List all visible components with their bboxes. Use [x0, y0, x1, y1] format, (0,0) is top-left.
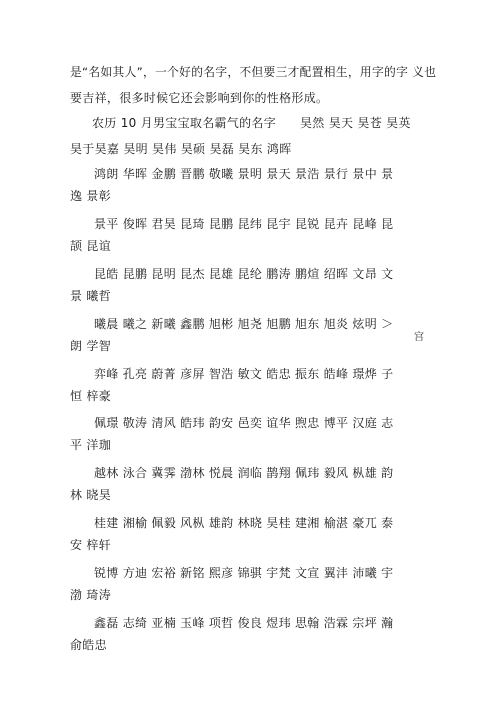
name-row-3-cont: 颉 昆谊 — [70, 239, 112, 253]
name-row-9: 桂建 湘榆 佩毅 风枞 雄韵 林晓 昊桂 建湘 榆湛 豪兀 泰 — [94, 516, 394, 530]
name-row-10: 锐博 方迪 宏裕 新铭 熙彦 锦骐 宇梵 文宣 翼沣 沛曦 宇 — [94, 566, 394, 580]
name-row-10-cont: 渤 琦涛 — [70, 588, 112, 602]
name-row-6: 弈峰 孔亮 蔚菁 彦屏 智浩 敏文 皓忠 振东 皓峰 璟烨 子 — [94, 367, 394, 381]
name-row-7-cont: 平 洋珈 — [70, 438, 112, 452]
name-row-1: 昊于昊嘉 昊明 昊伟 昊硕 昊磊 昊东 鸿晖 — [70, 142, 292, 156]
name-row-7: 佩璟 敬涛 清风 皓玮 韵安 邑奕 谊华 煦忠 博平 汉庭 志 — [94, 416, 394, 430]
intro-line-1: 是“名如其人”，一个好的名字，不但要三才配置相生，用字的字 义也 — [70, 65, 437, 79]
name-row-8: 越林 泳合 冀霁 渤林 悦晨 润临 鹊翔 佩玮 毅风 枞雄 韵 — [94, 466, 394, 480]
name-row-5: 曦晨 曦之 新曦 鑫鹏 旭彬 旭尧 旭鹏 旭东 旭炎 炫明 ＞ — [94, 317, 394, 331]
name-row-5-cont: 朗 学智 — [70, 339, 112, 353]
name-row-2-cont: 逸 景彰 — [70, 189, 112, 203]
name-row-3: 景平 俊晖 君昊 昆琦 昆鹏 昆纬 昆宇 昆锐 昆卉 昆峰 昆 — [94, 217, 394, 231]
section-heading: 农历 10 月男宝宝取名霸气的名字 — [92, 116, 276, 130]
name-row-5-mark: 宫 — [414, 332, 425, 343]
name-row-2: 鸿朗 华晖 金鹏 晋鹏 敬曦 景明 景天 景浩 景行 景中 景 — [94, 167, 394, 181]
name-row-8-cont: 林 晓昊 — [70, 488, 112, 502]
name-row-11-cont: 俞皓忠 — [70, 638, 107, 652]
name-row-4: 昆皓 昆鹏 昆明 昆杰 昆雄 昆纶 鹏涛 鹏煊 绍晖 文昂 文 — [94, 267, 394, 281]
name-row-4-cont: 景 曦哲 — [70, 289, 112, 303]
heading-names: 昊然 昊天 昊苍 昊英 — [300, 116, 411, 130]
name-row-11: 鑫磊 志绮 亚楠 玉峰 项哲 俊良 煜玮 思翰 浩霖 宗坪 瀚 — [94, 616, 394, 630]
name-row-9-cont: 安 梓轩 — [70, 538, 112, 552]
intro-line-2: 要吉祥，很多时候它还会影响到你的性格形成。 — [70, 91, 329, 105]
name-row-6-cont: 恒 梓豪 — [70, 389, 112, 403]
